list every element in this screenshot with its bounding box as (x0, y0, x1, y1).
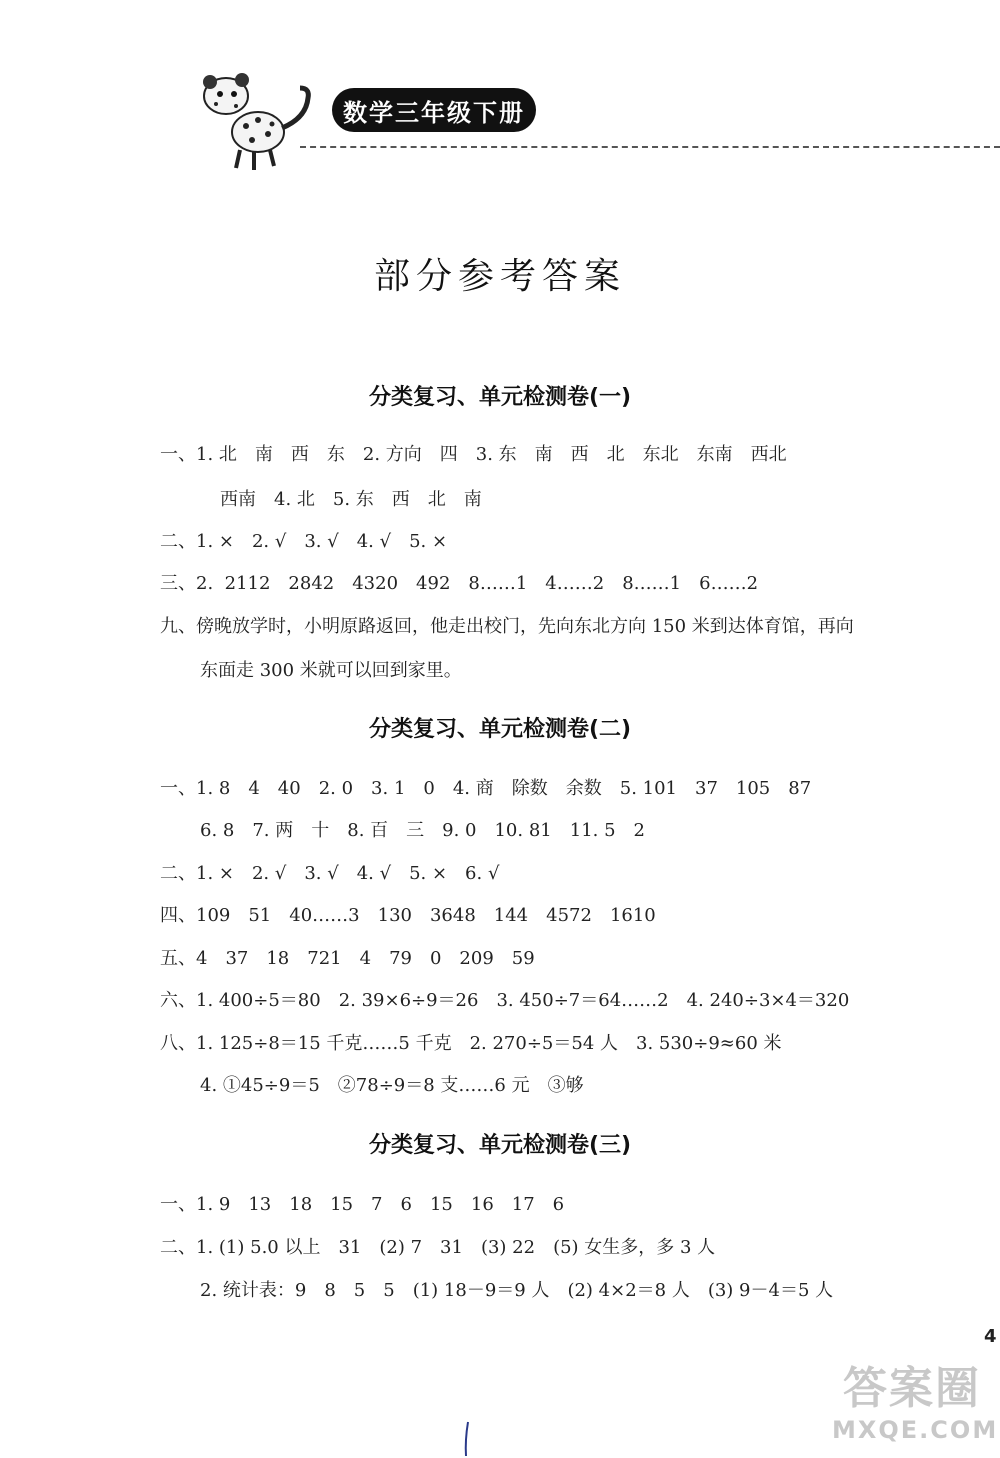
section-title: 分类复习、单元检测卷(三) (368, 1133, 632, 1158)
answer-line: 一、1. 北 南 西 东 2. 方向 四 3. 东 南 西 北 东北 东南 西北 (160, 444, 787, 465)
section-title: 分类复习、单元检测卷(二) (368, 717, 632, 742)
answer-line: 东面走 300 米就可以回到家里。 (200, 660, 462, 681)
answer-line: 一、1. 8 4 40 2. 0 3. 1 0 4. 商 除数 余数 5. 101 37 105 87 (160, 778, 812, 799)
answer-line: 五、4 37 18 721 4 79 0 209 59 (160, 948, 535, 969)
answer-line: 四、109 51 40……3 130 3648 144 4572 1610 (160, 905, 656, 926)
answer-line: 西南 4. 北 5. 东 西 北 南 (220, 489, 482, 510)
book-title-badge: 数学三年级下册 (332, 88, 536, 132)
page-title: 部分参考答案 (373, 256, 626, 297)
watermark-url: MXQE.COM (832, 1416, 999, 1444)
answer-line: 二、1. (1) 5.0 以上 31 (2) 7 31 (3) 22 (5) 女生多，多 3 人 (160, 1237, 716, 1258)
page-number: 4 (984, 1326, 997, 1347)
answer-line: 三、2. 2112 2842 4320 492 8……1 4……2 8……1 6……2 (160, 573, 759, 594)
section-title: 分类复习、单元检测卷(一) (368, 385, 632, 410)
answer-line: 六、1. 400÷5＝80 2. 39×6÷9＝26 3. 450÷7＝64……2 4. 240÷3×4＝320 (160, 990, 850, 1011)
answer-line: 八、1. 125÷8＝15 千克……5 千克 2. 270÷5＝54 人 3. 530÷9≈60 米 (160, 1033, 782, 1054)
pen-mark (462, 1420, 472, 1458)
answer-line: 二、1. × 2. √ 3. √ 4. √ 5. × 6. √ (160, 863, 500, 884)
watermark-logo (832, 1362, 999, 1444)
watermark-text: 答案圈 (843, 1363, 981, 1414)
snow-leopard-icon (196, 58, 316, 178)
header-divider (300, 146, 1000, 148)
answer-line: 二、1. × 2. √ 3. √ 4. √ 5. × (160, 531, 448, 552)
answer-line: 4. ①45÷9＝5 ②78÷9＝8 支……6 元 ③够 (200, 1075, 584, 1096)
answer-line: 一、1. 9 13 18 15 7 6 15 16 17 6 (160, 1194, 565, 1215)
answer-line: 6. 8 7. 两 十 8. 百 三 9. 0 10. 81 11. 5 2 (200, 820, 645, 841)
answer-line: 九、傍晚放学时，小明原路返回，他走出校门，先向东北方向 150 米到达体育馆，再向 (160, 616, 854, 637)
answer-line: 2. 统计表：9 8 5 5 (1) 18－9＝9 人 (2) 4×2＝8 人 (3) 9－4＝5 人 (200, 1280, 834, 1301)
page-header (0, 0, 1000, 200)
